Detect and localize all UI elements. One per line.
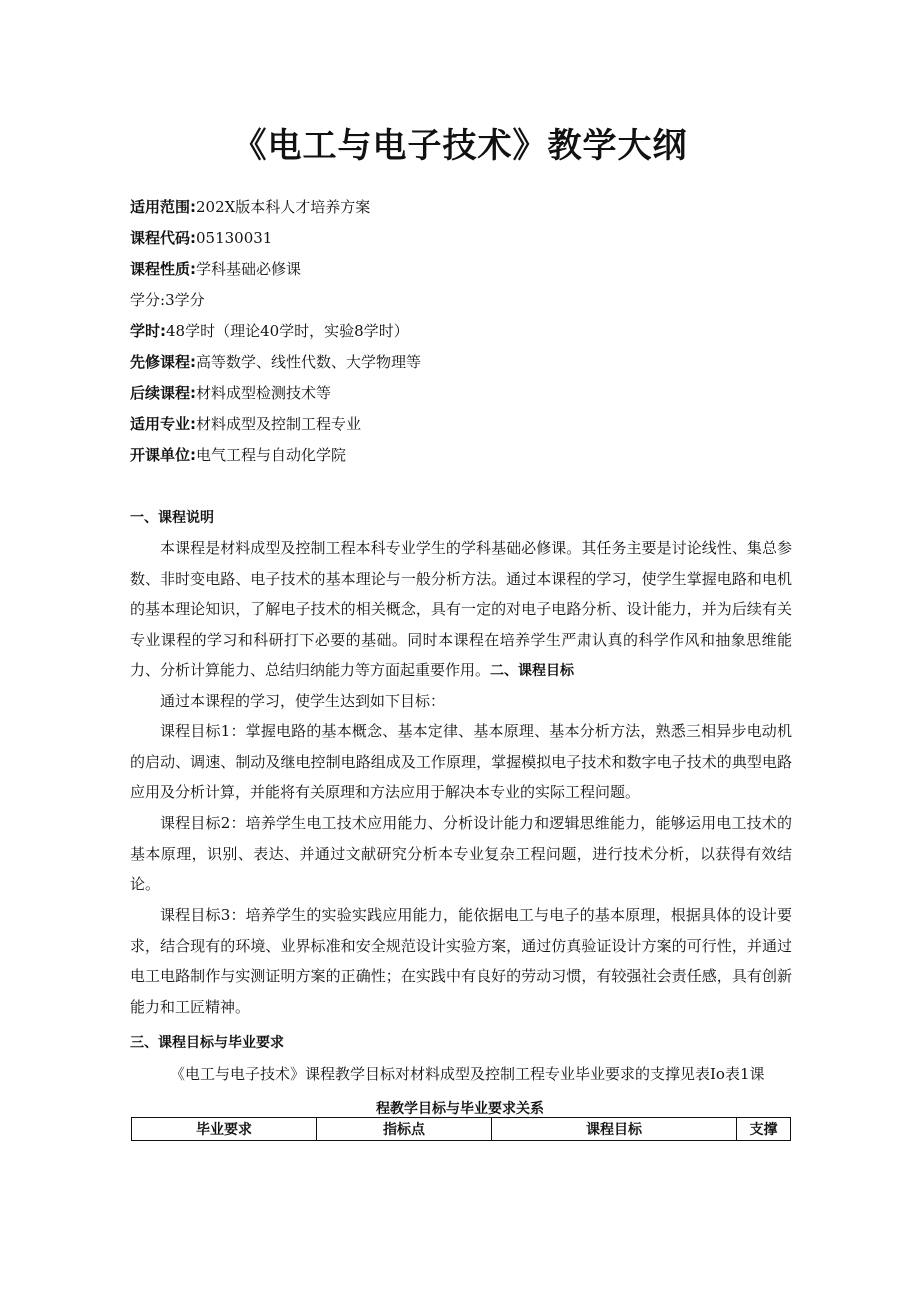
meta-key: 学分: xyxy=(130,291,166,309)
meta-key: 适用专业: xyxy=(130,415,196,433)
goal-3: 课程目标3：培养学生的实验实践应用能力，能依据电工与电子的基本原理，根据具体的设计要求，结合现有的环境、业界标准和安全规范设计实验方案，通过仿真验证设计方案的可行性，并通过电工电路制作与实测证明方案的正确性；在实践中有良好的劳动习惯，有较强社会责任感，具有创新能力和工匠精神。 xyxy=(130,906,792,1016)
meta-value: 电气工程与自动化学院 xyxy=(196,446,347,464)
meta-value: 材料成型及控制工程专业 xyxy=(196,415,362,433)
section1-body xyxy=(130,533,792,687)
table-header-row xyxy=(132,1118,791,1141)
meta-major xyxy=(130,414,361,434)
meta-unit xyxy=(130,445,346,465)
meta-key: 先修课程: xyxy=(130,353,196,371)
meta-value: 高等数学、线性代数、大学物理等 xyxy=(196,353,422,371)
meta-key: 学时: xyxy=(130,322,166,340)
section3-heading: 三、课程目标与毕业要求 xyxy=(130,1035,284,1051)
meta-followup xyxy=(130,383,331,403)
meta-key: 课程性质: xyxy=(130,260,196,278)
meta-key: 课程代码: xyxy=(130,229,196,247)
meta-credits xyxy=(130,290,205,310)
meta-value: 学科基础必修课 xyxy=(196,260,302,278)
table-header-cell: 毕业要求 xyxy=(132,1118,317,1141)
meta-hours xyxy=(130,321,409,341)
section3-text: 《电工与电子技术》课程教学目标对材料成型及控制工程专业毕业要求的支撑见表Io表1课 xyxy=(170,1065,765,1083)
section2-heading: 二、课程目标 xyxy=(490,663,575,679)
table-header-cell: 课程目标 xyxy=(492,1118,737,1141)
meta-value: 05130031 xyxy=(196,229,273,247)
goal-2: 课程目标2：培养学生电工技术应用能力、分析设计能力和逻辑思维能力，能够运用电工技术的基本原理，识别、表达、并通过文献研究分析本专业复杂工程问题，进行技术分析，以获得有效结论。 xyxy=(130,814,792,893)
meta-nature xyxy=(130,259,301,279)
meta-scope xyxy=(130,197,370,217)
meta-prereq xyxy=(130,352,421,372)
document-title: 《电工与电子技术》教学大纲 xyxy=(232,126,688,166)
meta-value: 材料成型检测技术等 xyxy=(196,384,332,402)
table-caption: 程教学目标与毕业要求关系 xyxy=(376,1101,544,1117)
requirements-table xyxy=(131,1117,791,1141)
meta-key: 后续课程: xyxy=(130,384,196,402)
meta-value: 202X版本科人才培养方案 xyxy=(196,198,371,216)
meta-code xyxy=(130,228,272,248)
meta-value: 3学分 xyxy=(165,291,205,309)
section1-heading: 一、课程说明 xyxy=(130,510,214,526)
goals-intro: 通过本课程的学习，使学生达到如下目标： xyxy=(160,692,446,710)
goal-1: 课程目标1：掌握电路的基本概念、基本定律、基本原理、基本分析方法，熟悉三相异步电动机的启动、调速、制动及继电控制电路组成及工作原理，掌握模拟电子技术和数字电子技术的典型电路应用及分析计算，并能将有关原理和方法应用于解决本专业的实际工程问题。 xyxy=(130,722,792,801)
meta-key: 开课单位: xyxy=(130,446,196,464)
section1-text: 本课程是材料成型及控制工程本科专业学生的学科基础必修课。其任务主要是讨论线性、集总参数、非时变电路、电子技术的基本理论与一般分析方法。通过本课程的学习，使学生掌握电路和电机的基本理论知识，了解电子技术的相关概念，具有一定的对电子电路分析、设计能力，并为后续有关专业课程的学习和科研打下必要的基础。同时本课程在培养学生严肃认真的科学作风和抽象思维能力、分析计算能力、总结归纳能力等方面起重要作用。 xyxy=(130,539,792,679)
table-header-cell: 指标点 xyxy=(317,1118,492,1141)
meta-key: 适用范围: xyxy=(130,198,196,216)
table-header-cell: 支撑 xyxy=(737,1118,791,1141)
meta-value: 48学时（理论40学时，实验8学时） xyxy=(166,322,409,340)
